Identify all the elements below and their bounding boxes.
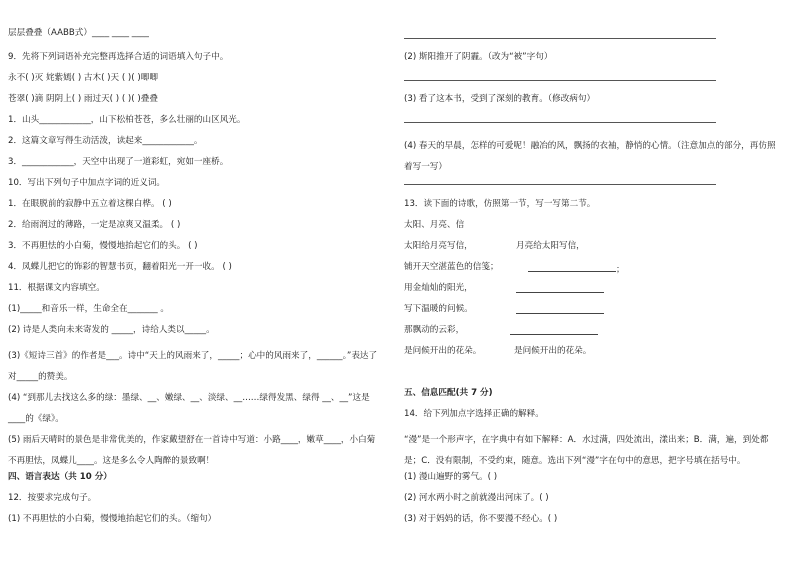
answer-line bbox=[404, 38, 716, 39]
poem-a-line-1: 太阳给月亮写信， bbox=[404, 241, 473, 251]
q10-item-4: 4．凤蝶儿把它的饰彩的智慧书页，翻着阳光一开一收。 ( ) bbox=[8, 262, 232, 272]
poem-blank[interactable] bbox=[510, 325, 598, 335]
q11-item-1: (1)_____和音乐一样，生命全在_______ 。 bbox=[8, 304, 169, 314]
poem-b-line-4 bbox=[516, 304, 604, 318]
q11-item-3: (3)《短诗三首》的作者是___。诗中“天上的风雨来了，_____；心中的风雨来了，______。”表达了对_____的赞美。 bbox=[8, 351, 378, 382]
q14-title: 14．给下列加点字选择正确的解释。 bbox=[404, 409, 544, 419]
q11-item-2: (2) 诗是人类向未来寄发的 _____，诗给人类以_____。 bbox=[8, 325, 215, 335]
poem-a-line-5: 那飘动的云彩， bbox=[404, 325, 465, 335]
poem-blank[interactable] bbox=[528, 262, 616, 272]
answer-line bbox=[404, 122, 716, 123]
poem-b-line-5 bbox=[510, 325, 598, 339]
q14-description: “漫”是一个形声字，在字典中有如下解释：A．水过满，四处流出，漾出来；B．满，遍，到处都是；C．没有限制，不受约束，随意。选出下列“漫”字在句中的意思，把字号填在括号中。 bbox=[404, 435, 769, 466]
q12-title: 12．按要求完成句子。 bbox=[8, 493, 97, 503]
q9-row1: 永不( )灭 姹紫嫣( ) 古木( )天 ( )( )唧唧 bbox=[8, 73, 158, 83]
aabb-words-line: 层层叠叠（AABB式）____ ____ ____ bbox=[8, 28, 149, 38]
poem-blank[interactable] bbox=[516, 283, 604, 293]
q10-item-2: 2．给雨润过的薄路，一定是凉爽又温柔。 ( ) bbox=[8, 220, 181, 230]
section-4-heading: 四、语言表达（共 10 分） bbox=[8, 472, 112, 482]
poem-b-line-1: 月亮给太阳写信， bbox=[516, 241, 585, 251]
q11-item-5: (5) 雨后天晴时的景色是非常优美的，作家戴望舒在一首诗中写道：小路____，嫩草____，小白菊不再胆怯，凤蝶儿____。这是多么令人陶醉的景致啊！ bbox=[8, 435, 376, 466]
q9-sentence-2: 2．这篇文章写得生动活泼，读起来____________。 bbox=[8, 136, 203, 146]
answer-line bbox=[404, 80, 716, 81]
poem-blank[interactable] bbox=[516, 304, 604, 314]
poem-b-line-2: ； bbox=[528, 262, 625, 276]
q10-item-3: 3．不再胆怯的小白菊，慢慢地抬起它们的头。 ( ) bbox=[8, 241, 198, 251]
poem-a-line-6: 是问候开出的花朵。 bbox=[404, 346, 482, 356]
q13-title: 13．读下面的诗歌，仿照第一节，写一写第二节。 bbox=[404, 199, 596, 209]
q11-title: 11．根据课文内容填空。 bbox=[8, 283, 105, 293]
poem-a-line-3: 用金灿灿的阳光， bbox=[404, 283, 473, 293]
q12-item-3: (3) 看了这本书，受到了深刻的教育。（修改病句） bbox=[404, 94, 596, 104]
q14-item-1: (1) 漫山遍野的雾气。( ) bbox=[404, 472, 498, 482]
q12-item-2: (2) 斯阳推开了阴霾。（改为“被”字句） bbox=[404, 52, 553, 62]
poem-b-line-6: 是问候开出的花朵。 bbox=[514, 346, 592, 356]
section-5-heading: 五、信息匹配(共 7 分) bbox=[404, 388, 493, 398]
q12-item-4: (4) 春天的早晨，怎样的可爱呢！融冶的风，飘扬的衣袖，静悄的心情。（注意加点的部分，再仿照着写一写） bbox=[404, 141, 776, 172]
q14-item-3: (3) 对于妈妈的话，你不要漫不经心。( ) bbox=[404, 514, 558, 524]
poem-a-line-2: 铺开天空湛蓝色的信笺； bbox=[404, 262, 499, 272]
q11-item-4: (4) “到那儿去找这么多的绿：墨绿、__、嫩绿、__、淡绿、__……绿得发黑、绿得 __、__”这是____的《绿》。 bbox=[8, 393, 370, 424]
answer-line bbox=[404, 184, 716, 185]
poem-a-line-4: 写下温暖的问候。 bbox=[404, 304, 473, 314]
q10-title: 10．写出下列句子中加点字词的近义词。 bbox=[8, 178, 166, 188]
q9-row2: 苍翠( )滴 阴阴上( ) 雨过天( ) ( )( )叠叠 bbox=[8, 94, 158, 104]
q9-sentence-3: 3．____________，天空中出现了一道彩虹，宛如一座桥。 bbox=[8, 157, 229, 167]
poem-title: 太阳、月亮、信 bbox=[404, 220, 465, 230]
q10-item-1: 1．在眼脱前的寂静中五立着这棵白桦。 ( ) bbox=[8, 199, 172, 209]
poem-b-line-3 bbox=[516, 283, 604, 297]
q14-item-2: (2) 河水两小时之前就漫出河床了。( ) bbox=[404, 493, 549, 503]
q9-title: 9．先将下列词语补充完整再选择合适的词语填入句子中。 bbox=[8, 52, 229, 62]
q9-sentence-1: 1．山头____________，山下松柏苍苍，多么壮丽的山区风光。 bbox=[8, 115, 246, 125]
q12-item-1: (1) 不再胆怯的小白菊，慢慢地抬起它们的头。（缩句） bbox=[8, 514, 217, 524]
